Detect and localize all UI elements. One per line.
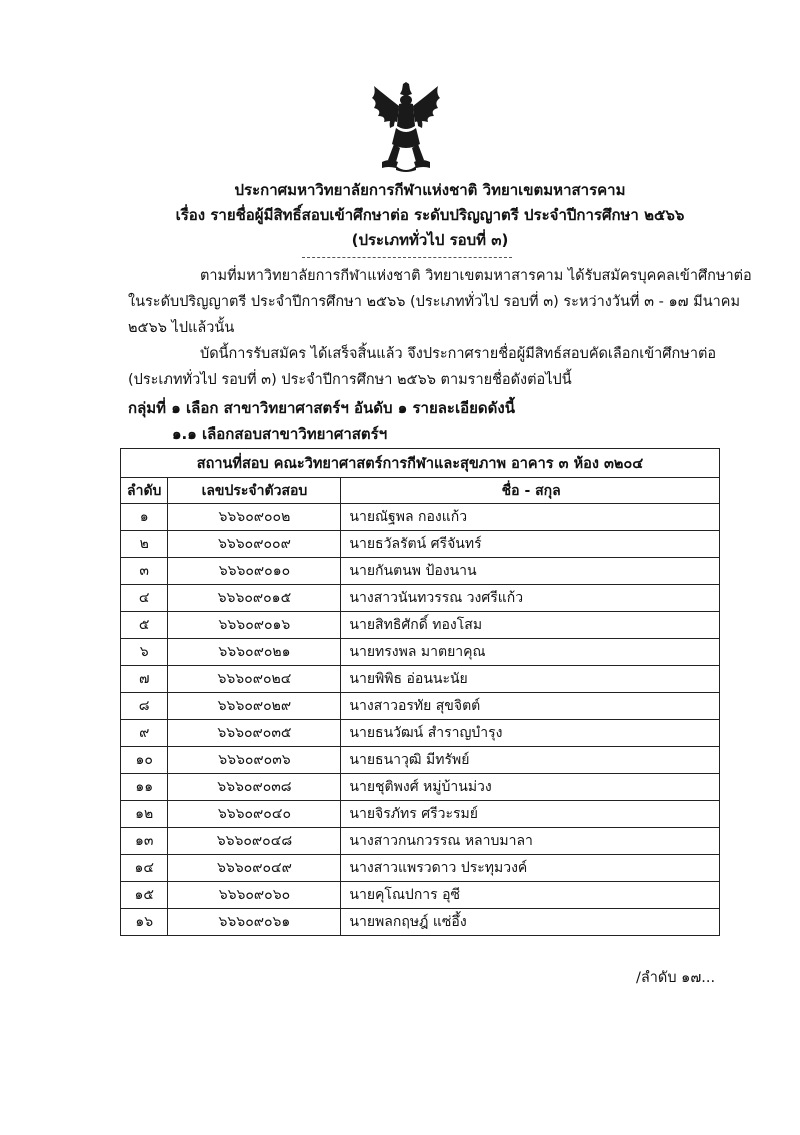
column-header-name: ชื่อ - สกุล — [341, 478, 720, 504]
row-number: ๒ — [121, 531, 168, 558]
paragraph-1-line-1: ตามที่มหาวิทยาลัยการกีฬาแห่งชาติ วิทยาเขตมหาสารคาม ได้รับสมัครบุคคลเข้าศึกษาต่อ — [200, 268, 752, 284]
group-heading: กลุ่มที่ ๑ เลือก สาขาวิทยาศาสตร์ฯ อันดับ ๑ รายละเอียดดังนี้ — [128, 399, 515, 417]
row-number: ๕ — [121, 612, 168, 639]
row-exam-id: ๖๖๖๐๙๐๓๖ — [168, 747, 341, 774]
row-name: นางสาวกนกวรรณ หลาบมาลา — [341, 828, 720, 855]
row-exam-id: ๖๖๖๐๙๐๒๙ — [168, 693, 341, 720]
row-number: ๙ — [121, 720, 168, 747]
row-number: ๑๕ — [121, 882, 168, 909]
row-number: ๑๐ — [121, 747, 168, 774]
table-row — [121, 801, 720, 828]
table-row — [121, 612, 720, 639]
table-row — [121, 666, 720, 693]
row-exam-id: ๖๖๖๐๙๐๐๙ — [168, 531, 341, 558]
row-exam-id: ๖๖๖๐๙๐๓๘ — [168, 774, 341, 801]
candidate-table — [120, 448, 720, 936]
table-row — [121, 720, 720, 747]
announcement-round: (ประเภททั่วไป รอบที่ ๓) — [351, 231, 509, 249]
row-number: ๑๔ — [121, 855, 168, 882]
row-number: ๑๑ — [121, 774, 168, 801]
row-name: นายพลกฤษฎ์ แซ่อึ้ง — [341, 909, 720, 936]
table-row — [121, 504, 720, 531]
continuation-note: /ลำดับ ๑๗... — [636, 970, 716, 986]
table-row — [121, 882, 720, 909]
row-name: นายสิทธิศักดิ์ ทองโสม — [341, 612, 720, 639]
row-name: นายคุโณปการ อุซี — [341, 882, 720, 909]
paragraph-2-line-1: บัดนี้การรับสมัคร ได้เสร็จสิ้นแล้ว จึงประกาศรายชื่อผู้มีสิทธ์สอบคัดเลือกเข้าศึกษาต่อ — [200, 346, 717, 362]
row-number: ๑๓ — [121, 828, 168, 855]
row-number: ๖ — [121, 639, 168, 666]
row-exam-id: ๖๖๖๐๙๐๔๘ — [168, 828, 341, 855]
table-row — [121, 774, 720, 801]
row-number: ๓ — [121, 558, 168, 585]
row-name: นายทรงพล มาตยาคุณ — [341, 639, 720, 666]
row-name: นายพิพิธ อ่อนนะนัย — [341, 666, 720, 693]
row-name: นายธนาวุฒิ มีทรัพย์ — [341, 747, 720, 774]
row-name: นายณัฐพล กองแก้ว — [341, 504, 720, 531]
row-exam-id: ๖๖๖๐๙๐๓๕ — [168, 720, 341, 747]
row-number: ๑๒ — [121, 801, 168, 828]
row-exam-id: ๖๖๖๐๙๐๑๖ — [168, 612, 341, 639]
table-row — [121, 558, 720, 585]
paragraph-2-line-2: (ประเภททั่วไป รอบที่ ๓) ประจำปีการศึกษา ๒๕๖๖ ตามรายชื่อดังต่อไปนี้ — [128, 372, 572, 388]
row-name: นางสาวอรทัย สุขจิตต์ — [341, 693, 720, 720]
row-exam-id: ๖๖๖๐๙๐๐๒ — [168, 504, 341, 531]
row-exam-id: ๖๖๖๐๙๐๑๕ — [168, 585, 341, 612]
row-exam-id: ๖๖๖๐๙๐๔๐ — [168, 801, 341, 828]
row-exam-id: ๖๖๖๐๙๐๖๑ — [168, 909, 341, 936]
column-header-no: ลำดับ — [121, 478, 168, 504]
paragraph-1-line-3: ๒๕๖๖ ไปแล้วนั้น — [128, 320, 235, 336]
paragraph-1-line-2: ในระดับปริญญาตรี ประจำปีการศึกษา ๒๕๖๖ (ประเภททั่วไป รอบที่ ๓) ระหว่างวันที่ ๓ - ๑๗ มีนาคม — [128, 294, 741, 310]
row-name: นายชุติพงศ์ หมู่บ้านม่วง — [341, 774, 720, 801]
table-row — [121, 828, 720, 855]
column-header-exam-id: เลขประจำตัวสอบ — [168, 478, 341, 504]
group-subheading: ๑.๑ เลือกสอบสาขาวิทยาศาสตร์ฯ — [172, 425, 388, 443]
row-name: นายธนวัฒน์ สำราญบำรุง — [341, 720, 720, 747]
row-number: ๑๖ — [121, 909, 168, 936]
table-row — [121, 855, 720, 882]
row-name: นางสาวแพรวดาว ประทุมวงค์ — [341, 855, 720, 882]
table-row — [121, 531, 720, 558]
row-name: นายธวัลรัตน์ ศรีจันทร์ — [341, 531, 720, 558]
header-divider — [302, 257, 512, 258]
announcement-subject: เรื่อง รายชื่อผู้มีสิทธิ์สอบเข้าศึกษาต่อ ระดับปริญญาตรี ประจำปีการศึกษา ๒๕๖๖ — [175, 206, 685, 224]
row-exam-id: ๖๖๖๐๙๐๔๙ — [168, 855, 341, 882]
table-row — [121, 639, 720, 666]
garuda-emblem-icon — [366, 82, 446, 174]
row-number: ๗ — [121, 666, 168, 693]
table-row — [121, 909, 720, 936]
table-row — [121, 585, 720, 612]
announcement-title: ประกาศมหาวิทยาลัยการกีฬาแห่งชาติ วิทยาเขตมหาสารคาม — [234, 181, 626, 199]
row-number: ๑ — [121, 504, 168, 531]
row-exam-id: ๖๖๖๐๙๐๖๐ — [168, 882, 341, 909]
exam-venue: สถานที่สอบ คณะวิทยาศาสตร์การกีฬาและสุขภาพ อาคาร ๓ ห้อง ๓๒๐๔ — [121, 449, 720, 478]
row-exam-id: ๖๖๖๐๙๐๒๑ — [168, 639, 341, 666]
row-number: ๘ — [121, 693, 168, 720]
table-row — [121, 693, 720, 720]
row-exam-id: ๖๖๖๐๙๐๑๐ — [168, 558, 341, 585]
row-name: นายจิรภัทร ศรีวะรมย์ — [341, 801, 720, 828]
row-name: นายกันตนพ ป้องนาน — [341, 558, 720, 585]
table-row — [121, 747, 720, 774]
row-number: ๔ — [121, 585, 168, 612]
row-exam-id: ๖๖๖๐๙๐๒๔ — [168, 666, 341, 693]
row-name: นางสาวนันทวรรณ วงศรีแก้ว — [341, 585, 720, 612]
